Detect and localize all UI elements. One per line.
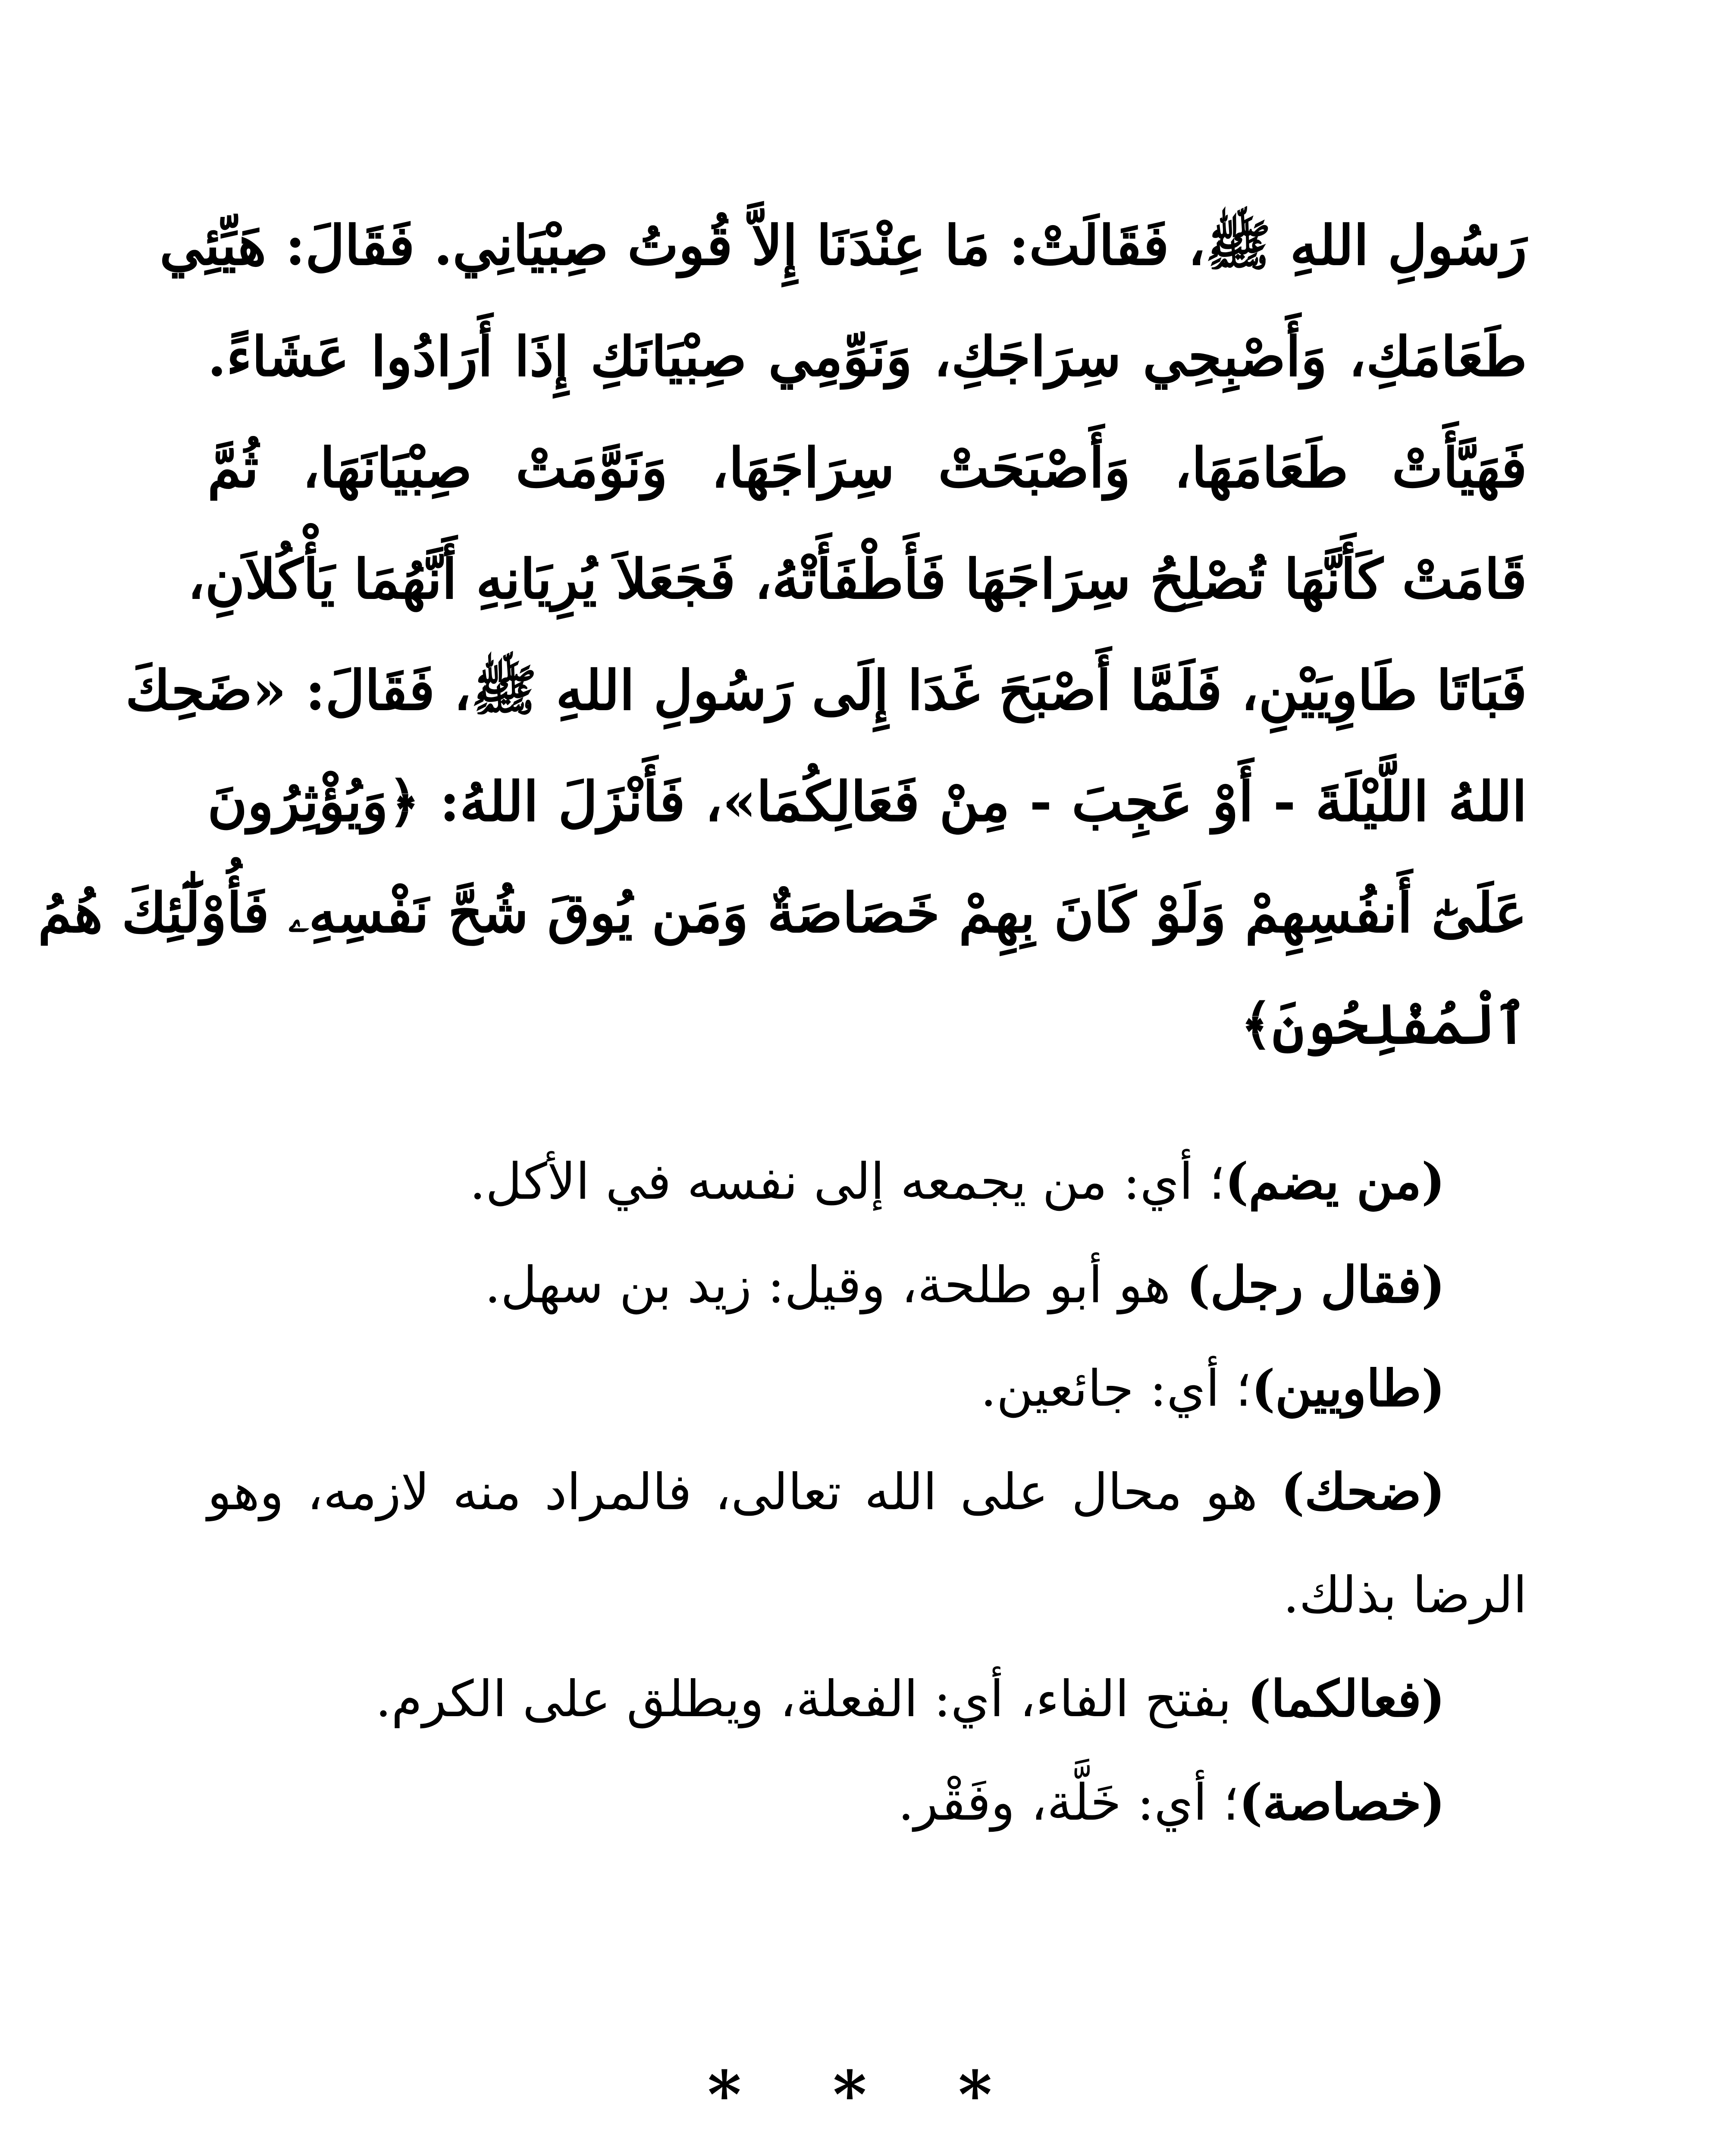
note-text: ؛ أي: جائعين. [980, 1360, 1251, 1418]
note-term: (فقال رجل) [1186, 1256, 1445, 1314]
note-text: ؛ أي: من يجمعه إلى نفسه في الأكل. [470, 1153, 1225, 1211]
hadith-text [38, 190, 1527, 1080]
note-text: هو أبو طلحة، وقيل: زيد بن سهل. [485, 1256, 1187, 1314]
note-item [207, 1440, 1527, 1544]
section-separator: * * * [707, 2057, 1027, 2133]
note-term: (من يضم) [1225, 1152, 1445, 1211]
note-item [207, 1233, 1527, 1337]
hadith-line: طَعَامَكِ، وَأَصْبِحِي سِرَاجَكِ، وَنَوِّمِي صِبْيَانَكِ إِذَا أَرَادُوا عَشَاءً. [207, 325, 1527, 389]
note-item [207, 1130, 1527, 1233]
note-term: (طاويين) [1251, 1359, 1445, 1418]
note-text: ؛ أي: خَلَّة، وفَقْر. [898, 1774, 1239, 1832]
quran-verse-line: ٱلْمُفْلِحُونَ﴾ [1240, 992, 1527, 1056]
note-item [207, 1751, 1527, 1854]
note-item [207, 1647, 1527, 1751]
hadith-line: فَهَيَّأَتْ طَعَامَهَا، وَأَصْبَحَتْ سِرَاجَهَا، وَنَوَّمَتْ صِبْيَانَهَا، ثُمَّ [207, 436, 1527, 500]
hadith-line: اللهُ اللَّيْلَةَ - أَوْ عَجِبَ - مِنْ فَعَالِكُمَا»، فَأَنْزَلَ اللهُ: ﴿وَيُؤْثِرُونَ [207, 770, 1527, 834]
note-item [207, 1337, 1527, 1440]
hadith-line: فَبَاتَا طَاوِيَيْنِ، فَلَمَّا أَصْبَحَ غَدَا إِلَى رَسُولِ اللهِ ﷺ، فَقَالَ: «ضَحِكَ [125, 658, 1527, 722]
note-term: (خصاصة) [1239, 1773, 1445, 1832]
note-continuation: الرضا بذلك. [1283, 1566, 1527, 1624]
note-text: هو محال على الله تعالى، فالمراد منه لازمه، وهو [207, 1463, 1281, 1521]
quran-verse-line: عَلَىٰٓ أَنفُسِهِمْ وَلَوْ كَانَ بِهِمْ خَصَاصَةٌ وَمَن يُوقَ شُحَّ نَفْسِهِۦ فَأُوْلَٰٓئِكَ هُمُ [38, 881, 1527, 945]
hadith-line: رَسُولِ اللهِ ﷺ، فَقَالَتْ: مَا عِنْدَنَا إِلاَّ قُوتُ صِبْيَانِي. فَقَالَ: هَيِّئِي [159, 213, 1527, 277]
glossary-notes [207, 1130, 1527, 1854]
note-term: (فعالكما) [1247, 1670, 1445, 1728]
note-term: (ضحك) [1281, 1463, 1445, 1521]
hadith-line: قَامَتْ كَأَنَّهَا تُصْلِحُ سِرَاجَهَا فَأَطْفَأَتْهُ، فَجَعَلاَ يُرِيَانِهِ أَنَّهُمَا يَأْكُلاَنِ، [187, 547, 1527, 611]
note-text: بفتح الفاء، أي: الفعلة، ويطلق على الكرم. [375, 1670, 1248, 1728]
